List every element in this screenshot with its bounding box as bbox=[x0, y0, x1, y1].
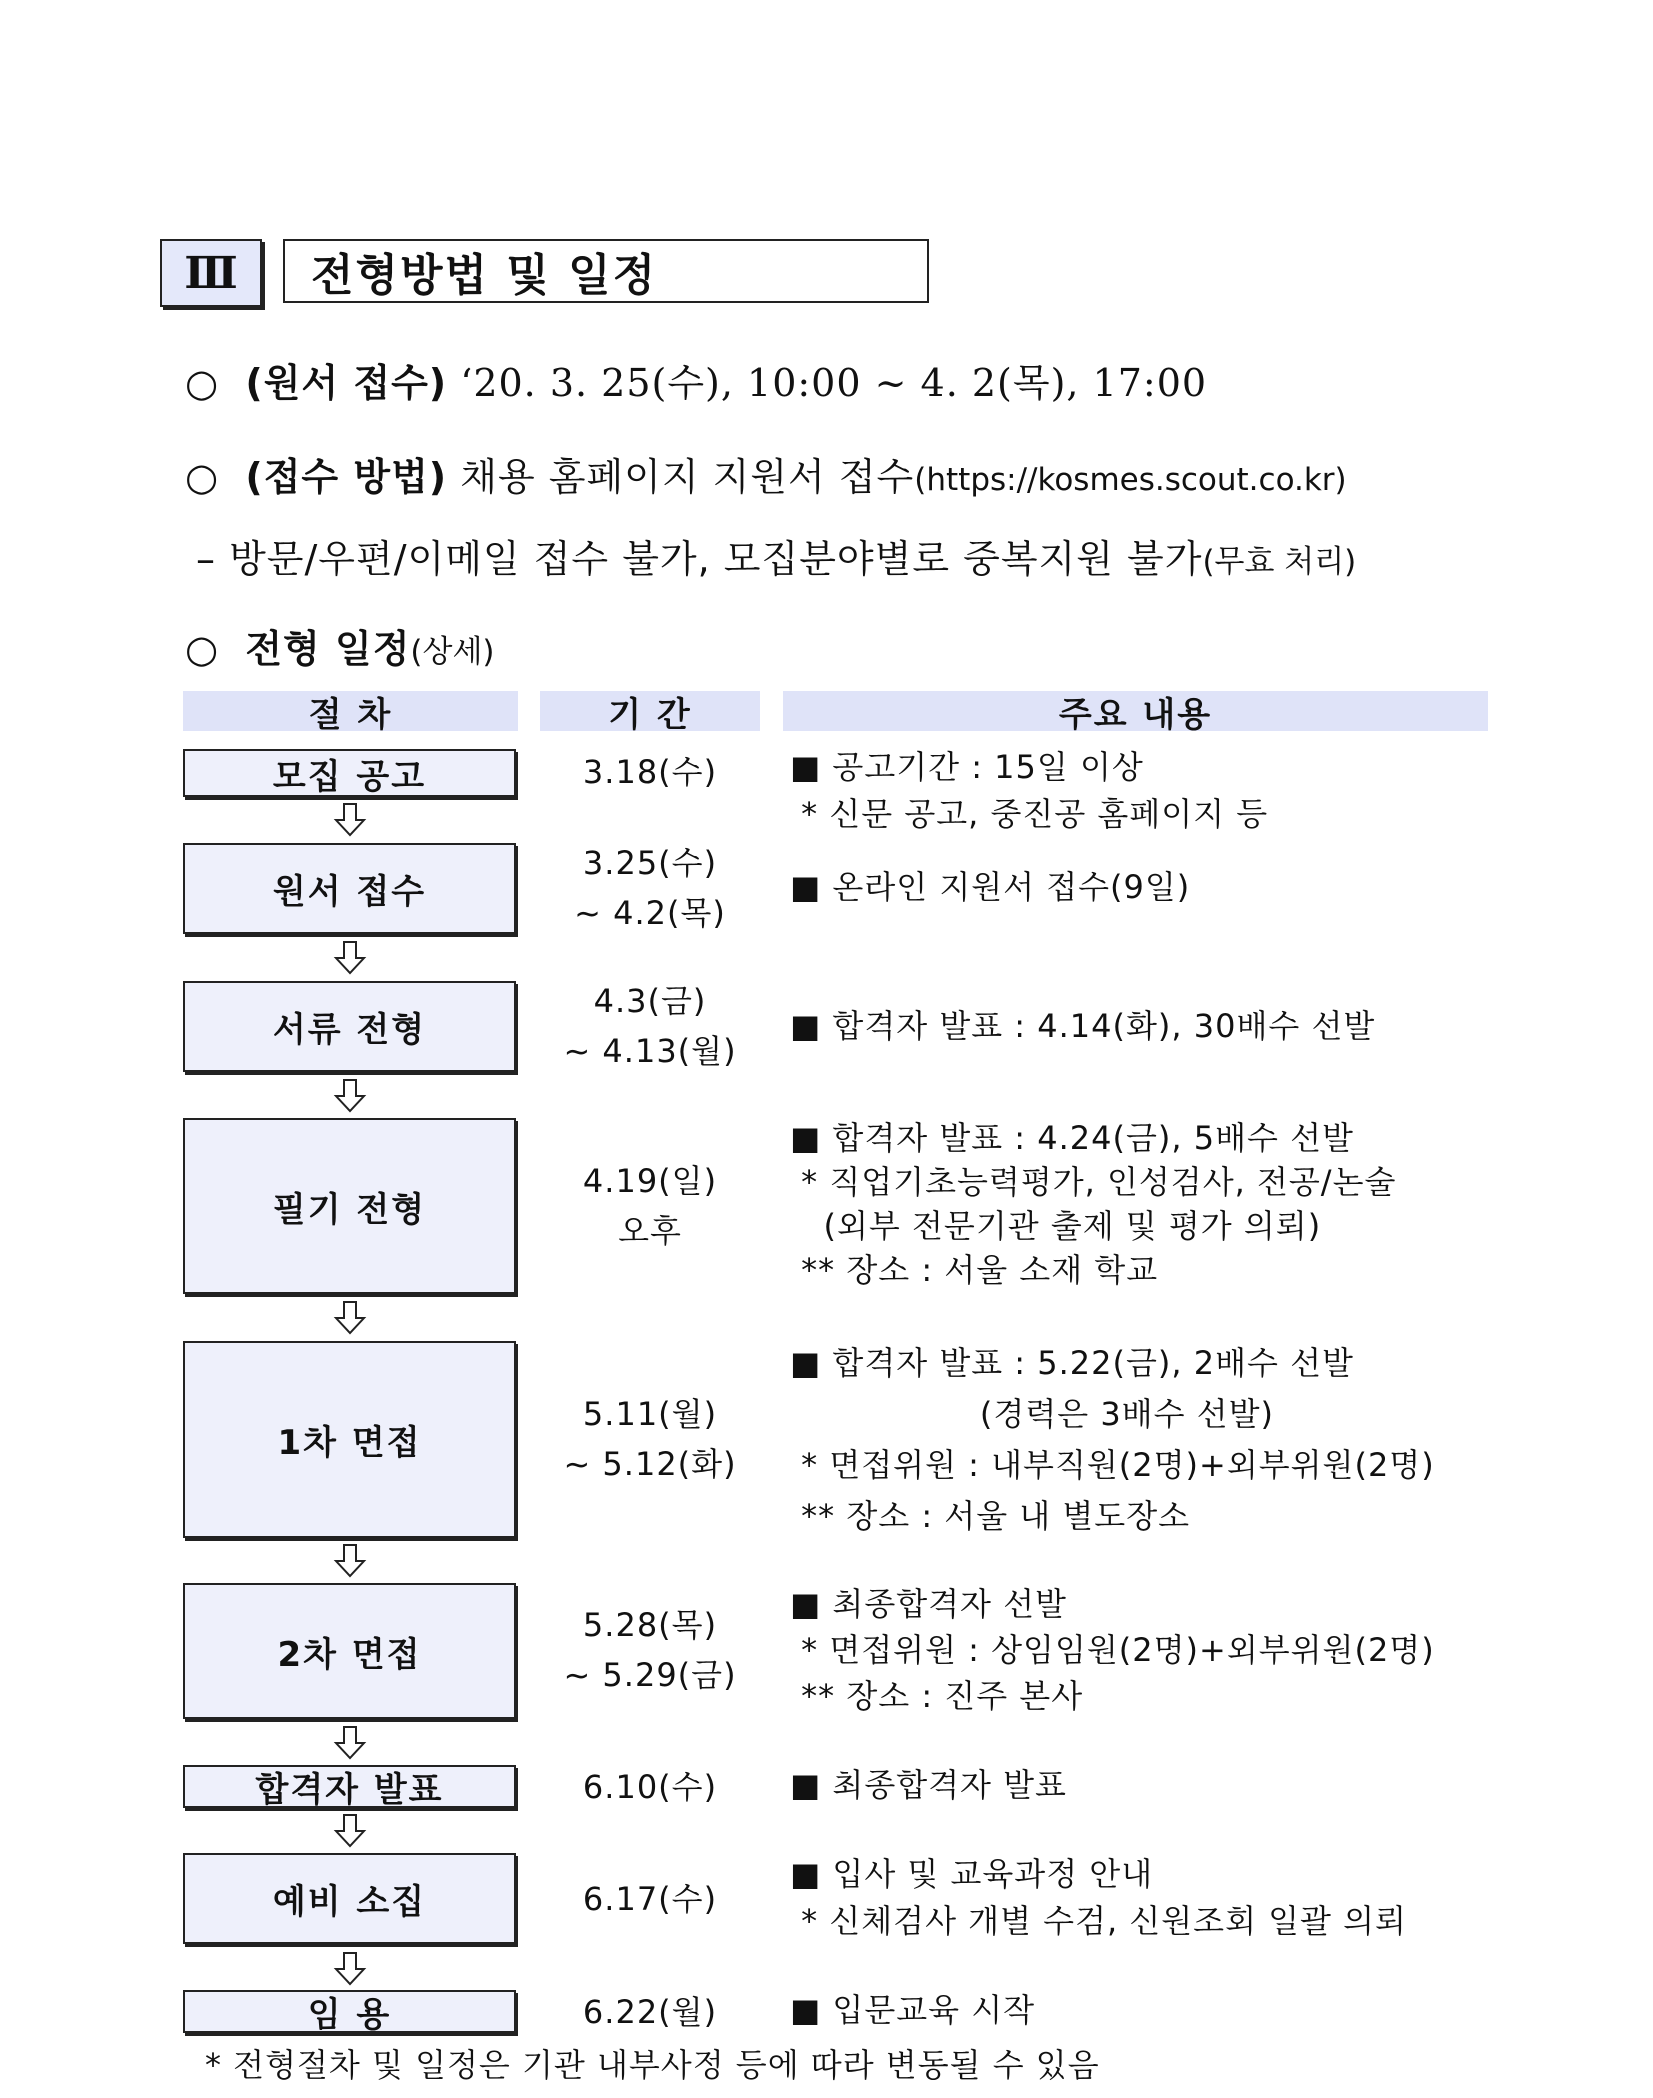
bullet-application-method bbox=[185, 446, 1347, 501]
step-box: 원서 접수 bbox=[183, 843, 516, 934]
down-arrow-icon bbox=[332, 940, 368, 976]
bullet-label: (접수 방법) bbox=[245, 455, 448, 499]
step-box: 2차 면접 bbox=[183, 1583, 516, 1719]
step-description: ■ 합격자 발표 : 5.22(금), 2배수 선발 (경력은 3배수 선발) * 면접위원 : 내부직원(2명)+외부위원(2명) ** 장소 : 서울 내 별도장소 bbox=[790, 1344, 1435, 1535]
section-number: Ⅲ bbox=[160, 239, 262, 307]
bullet-text: – 방문/우편/이메일 접수 불가, 모집분야별로 중복지원 불가 bbox=[196, 537, 1203, 581]
step-period: 6.10(수) bbox=[582, 1768, 718, 1806]
step-description: ■ 공고기간 : 15일 이상 * 신문 공고, 중진공 홈페이지 등 bbox=[790, 748, 1269, 833]
step-period: 3.25(수) ~ 4.2(목) bbox=[574, 844, 726, 932]
step-period: 6.22(월) bbox=[582, 1993, 718, 2031]
bullet-mark: ○ bbox=[185, 455, 220, 499]
step-box: 필기 전형 bbox=[183, 1118, 516, 1294]
bullet-label: (원서 접수) bbox=[245, 361, 448, 405]
step-box: 합격자 발표 bbox=[183, 1765, 516, 1808]
step-box: 1차 면접 bbox=[183, 1341, 516, 1538]
bullet-text: 채용 홈페이지 지원서 접수 bbox=[460, 455, 915, 499]
step-description: ■ 입문교육 시작 bbox=[790, 1991, 1036, 2029]
bullet-mark: ○ bbox=[185, 627, 220, 671]
down-arrow-icon bbox=[332, 1543, 368, 1579]
down-arrow-icon bbox=[332, 802, 368, 838]
bullet-label: 전형 일정 bbox=[245, 627, 411, 671]
header-content: 주요 내용 bbox=[783, 691, 1488, 731]
bullet-restrictions bbox=[196, 528, 1356, 583]
step-period: 5.11(월) ~ 5.12(화) bbox=[563, 1395, 737, 1483]
step-period: 3.18(수) bbox=[582, 753, 718, 791]
down-arrow-icon bbox=[332, 1951, 368, 1987]
header-step: 절 차 bbox=[183, 691, 518, 731]
down-arrow-icon bbox=[332, 1725, 368, 1761]
step-period: 5.28(목) ~ 5.29(금) bbox=[563, 1606, 737, 1694]
bullet-schedule bbox=[185, 618, 495, 673]
header-period: 기 간 bbox=[540, 691, 760, 731]
section-title: 전형방법 및 일정 bbox=[283, 239, 929, 303]
step-description: ■ 최종합격자 선발 * 면접위원 : 상임임원(2명)+외부위원(2명) ** 장소 : 진주 본사 bbox=[790, 1585, 1435, 1715]
step-period: 4.19(일) 오후 bbox=[582, 1162, 718, 1250]
step-description: ■ 최종합격자 발표 bbox=[790, 1766, 1067, 1804]
step-description: ■ 입사 및 교육과정 안내 * 신체검사 개별 수검, 신원조회 일괄 의뢰 bbox=[790, 1855, 1407, 1940]
bullet-text: ‘20. 3. 25(수), 10:00 ~ 4. 2(목), 17:00 bbox=[460, 361, 1208, 405]
step-description: ■ 합격자 발표 : 4.14(화), 30배수 선발 bbox=[790, 1007, 1376, 1045]
step-box: 임 용 bbox=[183, 1990, 516, 2033]
step-period: 6.17(수) bbox=[582, 1880, 718, 1918]
application-url-link[interactable]: (https://kosmes.scout.co.kr) bbox=[914, 462, 1347, 498]
step-description: ■ 합격자 발표 : 4.24(금), 5배수 선발 * 직업기초능력평가, 인성검사, 전공/논술 (외부 전문기관 출제 및 평가 의뢰) ** 장소 : 서울 소재 학교 bbox=[790, 1119, 1397, 1289]
bullet-note: (상세) bbox=[410, 634, 495, 670]
footnote: * 전형절차 및 일정은 기관 내부사정 등에 따라 변동될 수 있음 bbox=[205, 2046, 1100, 2084]
down-arrow-icon bbox=[332, 1813, 368, 1849]
bullet-mark: ○ bbox=[185, 361, 220, 405]
bullet-note: (무효 처리) bbox=[1202, 544, 1357, 580]
step-box: 모집 공고 bbox=[183, 749, 516, 797]
step-period: 4.3(금) ~ 4.13(월) bbox=[563, 982, 737, 1070]
bullet-application-period bbox=[185, 352, 1207, 407]
step-description: ■ 온라인 지원서 접수(9일) bbox=[790, 868, 1191, 906]
step-box: 예비 소집 bbox=[183, 1853, 516, 1944]
down-arrow-icon bbox=[332, 1300, 368, 1336]
down-arrow-icon bbox=[332, 1078, 368, 1114]
step-box: 서류 전형 bbox=[183, 981, 516, 1072]
